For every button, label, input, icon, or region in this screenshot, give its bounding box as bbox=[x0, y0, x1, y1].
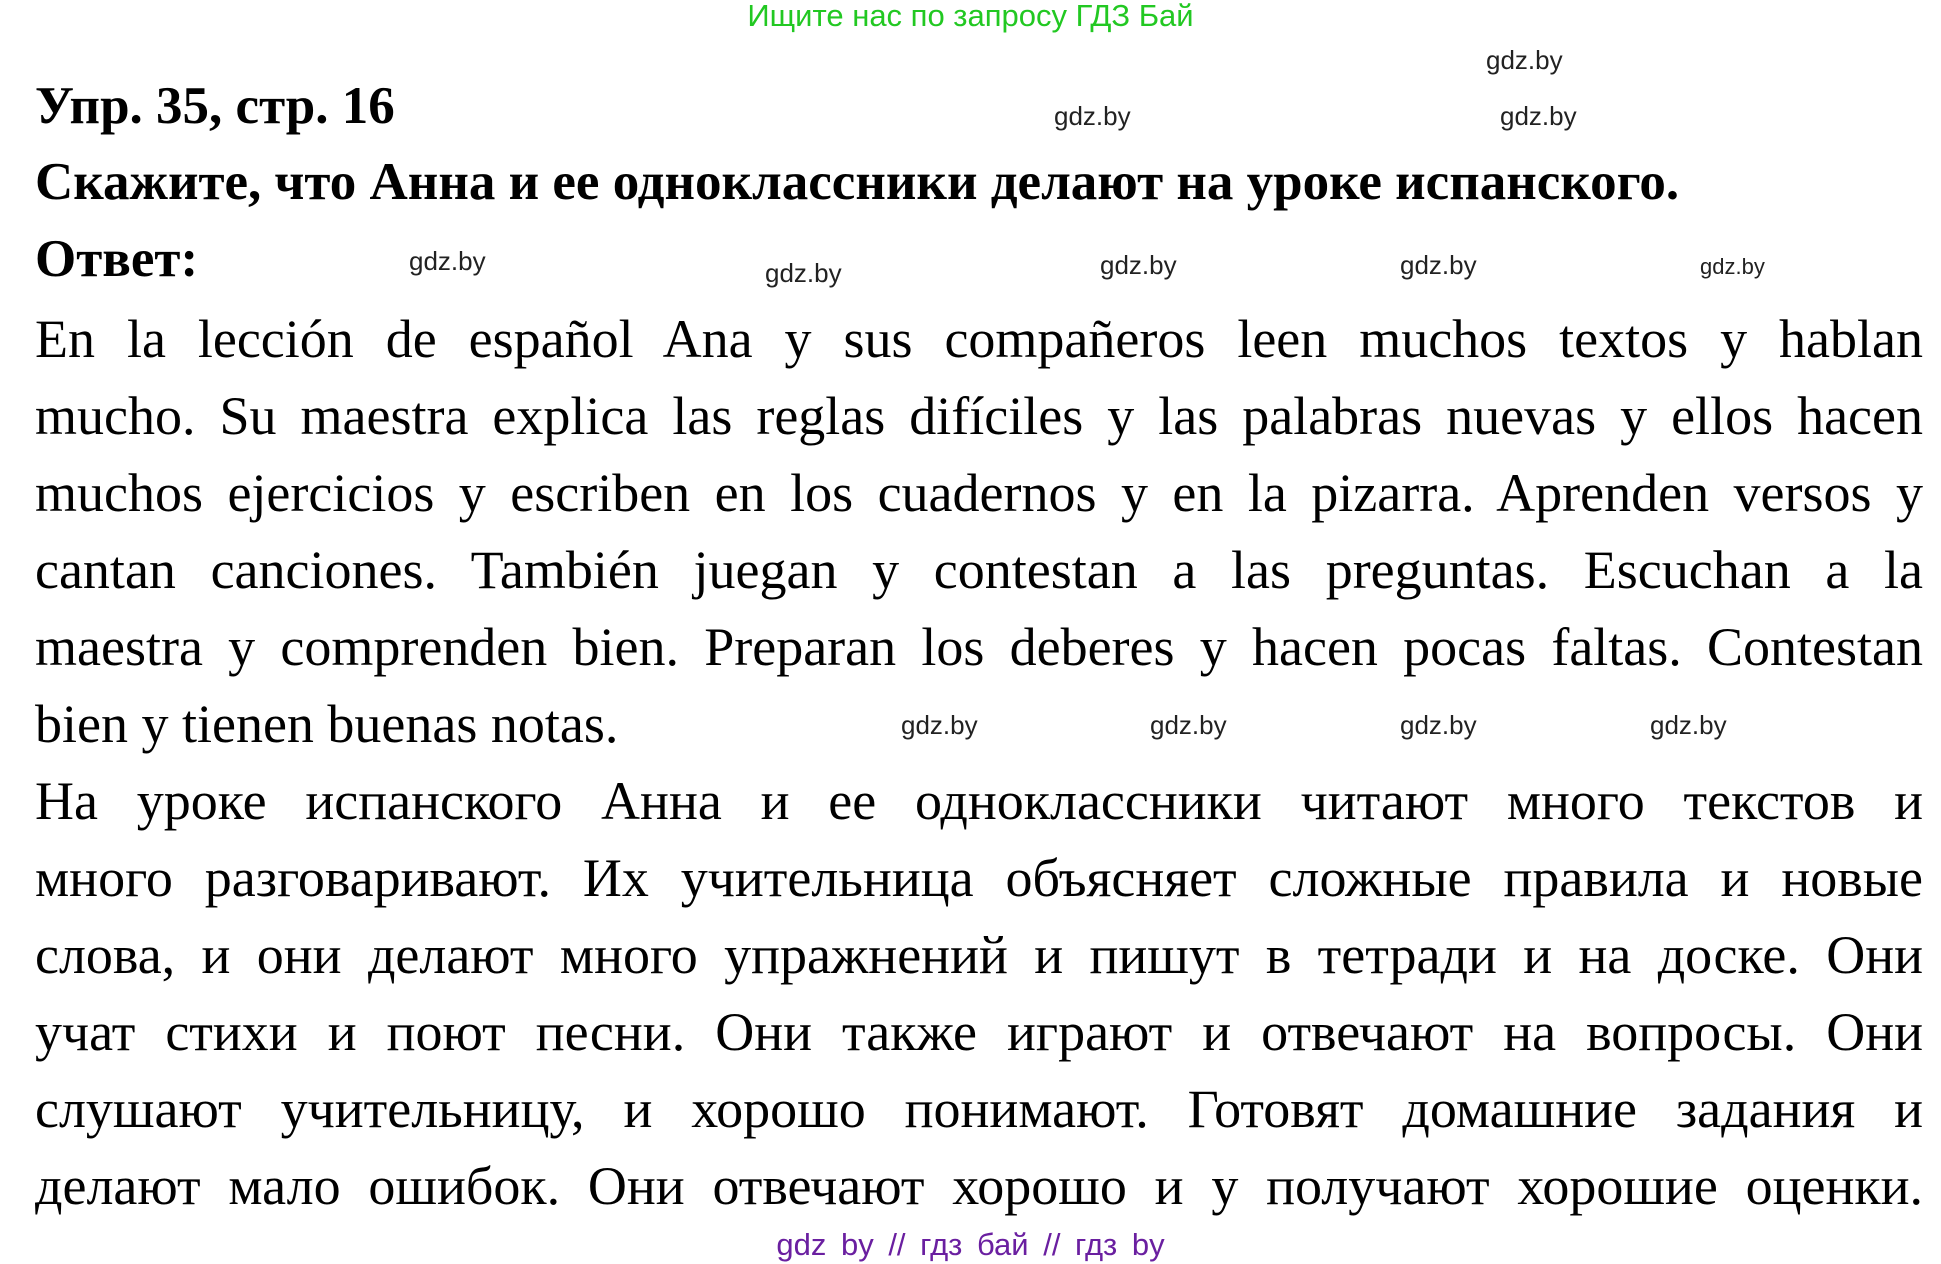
russian-line: слушают учительницу, и хорошо понимают. Готовят домашние задания и bbox=[35, 1079, 1923, 1139]
watermark: gdz.by bbox=[1486, 45, 1563, 75]
watermark: gdz.by bbox=[765, 258, 842, 288]
watermark: gdz.by bbox=[1400, 710, 1477, 740]
answer-body bbox=[35, 301, 1923, 1225]
answer-label: Ответ: bbox=[35, 230, 199, 288]
watermark: gdz.by bbox=[1500, 101, 1577, 131]
search-banner: Ищите нас по запросу ГДЗ Бай bbox=[747, 0, 1194, 33]
watermark: gdz.by bbox=[1400, 250, 1477, 280]
spanish-line: bien y tienen buenas notas. bbox=[35, 694, 619, 754]
spanish-line: cantan canciones. También juegan y contestan a las preguntas. Escuchan a la bbox=[35, 540, 1923, 600]
russian-line: учат стихи и поют песни. Они также играют и отвечают на вопросы. Они bbox=[35, 1002, 1923, 1062]
russian-line: делают мало ошибок. Они отвечают хорошо и у получают хорошие оценки. bbox=[35, 1156, 1923, 1216]
watermark: gdz.by bbox=[901, 710, 978, 740]
spanish-line: muchos ejercicios y escriben en los cuadernos y en la pizarra. Aprenden versos y bbox=[35, 463, 1923, 523]
spanish-line: En la lección de español Ana y sus compañeros leen muchos textos y hablan bbox=[35, 309, 1923, 369]
exercise-title: Упр. 35, стр. 16 bbox=[35, 77, 395, 135]
spanish-line: maestra y comprenden bien. Preparan los deberes y hacen pocas faltas. Contestan bbox=[35, 617, 1923, 677]
watermark: gdz.by bbox=[1100, 250, 1177, 280]
task-text: Скажите, что Анна и ее одноклассники делают на уроке испанского. bbox=[35, 153, 1680, 211]
watermark: gdz.by bbox=[1700, 254, 1765, 279]
footer-links[interactable]: gdz by // гдз бай // гдз by bbox=[776, 1227, 1165, 1262]
watermark: gdz.by bbox=[1054, 101, 1131, 131]
russian-line: много разговаривают. Их учительница объясняет сложные правила и новые bbox=[35, 848, 1923, 908]
watermark: gdz.by bbox=[409, 246, 486, 276]
spanish-line: mucho. Su maestra explica las reglas difíciles y las palabras nuevas y ellos hacen bbox=[35, 386, 1923, 446]
watermark: gdz.by bbox=[1150, 710, 1227, 740]
russian-line: На уроке испанского Анна и ее одноклассники читают много текстов и bbox=[35, 771, 1923, 831]
russian-line: слова, и они делают много упражнений и пишут в тетради и на доске. Они bbox=[35, 925, 1923, 985]
watermark: gdz.by bbox=[1650, 710, 1727, 740]
